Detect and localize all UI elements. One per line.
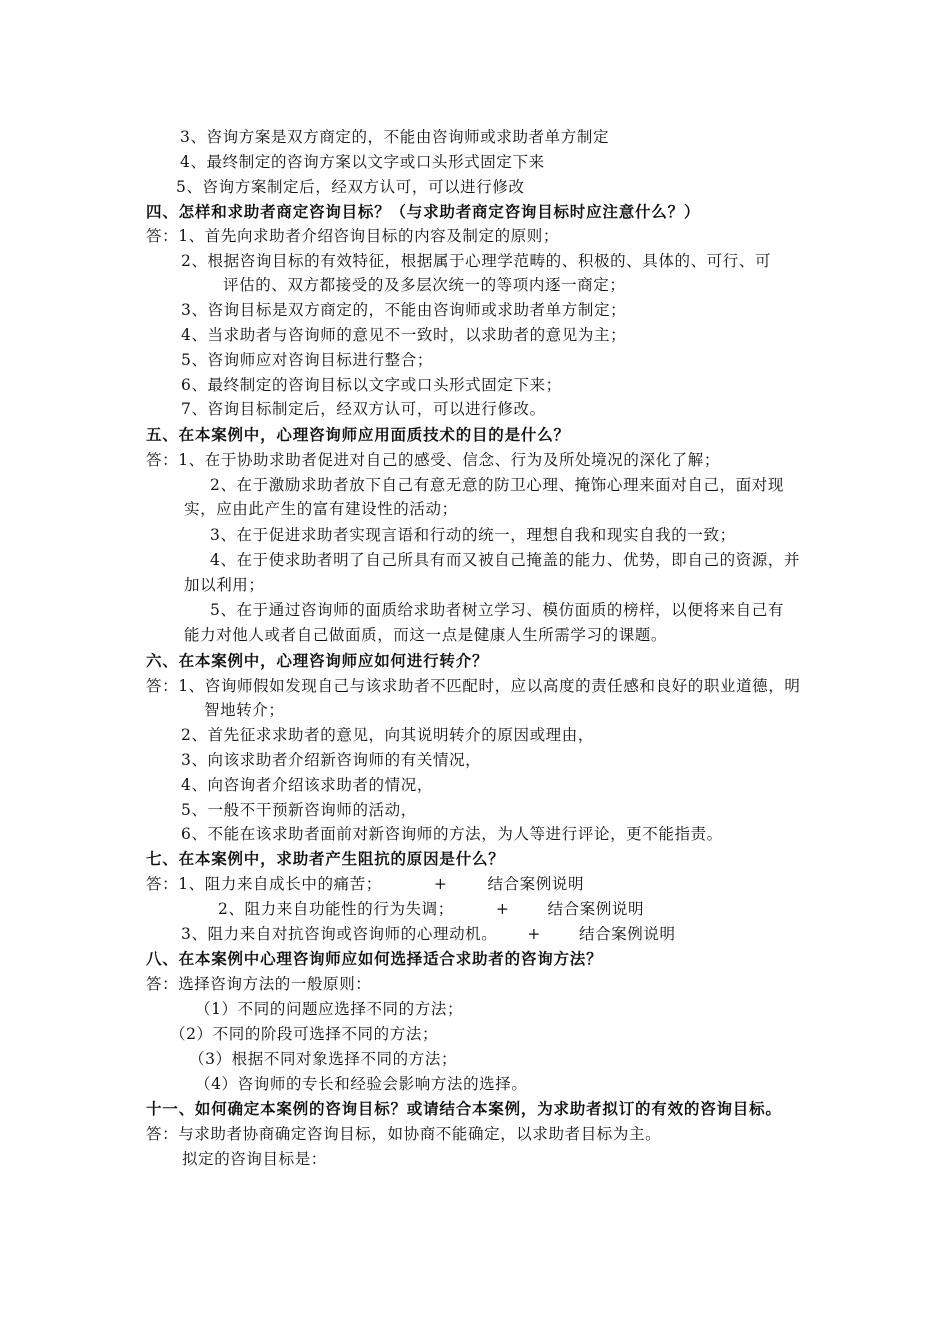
text-line: 5、咨询师应对咨询目标进行整合； xyxy=(181,351,433,369)
text-line: 答：1、在于协助求助者促进对自己的感受、信念、行为及所处境况的深化了解； xyxy=(146,451,720,469)
text-line: 5、一般不干预新咨询师的活动， xyxy=(181,801,417,819)
text-line: 4、最终制定的咨询方案以文字或口头形式固定下来 xyxy=(180,153,545,171)
text-line: 拟定的咨询目标是： xyxy=(182,1150,327,1168)
case-note: 结合案例说明 xyxy=(547,900,645,918)
text-line: 3、咨询目标是双方商定的，不能由咨询师或求助者单方制定； xyxy=(181,301,627,319)
section-heading: 六、在本案例中，心理咨询师应如何进行转介？ xyxy=(146,651,489,670)
text-line: 智地转介； xyxy=(204,701,285,719)
text-line: 答：与求助者协商确定咨询目标，如协商不能确定，以求助者目标为主。 xyxy=(146,1125,662,1143)
cause-item: 答：1、阻力来自成长中的痛苦； xyxy=(146,875,382,893)
text-line: 3、咨询方案是双方商定的，不能由咨询师或求助者单方制定 xyxy=(180,128,610,146)
plus-sign: + xyxy=(495,900,510,918)
text-line: 答：1、首先向求助者介绍咨询目标的内容及制定的原则； xyxy=(146,227,559,245)
text-line: 6、最终制定的咨询目标以文字或口头形式固定下来； xyxy=(181,376,562,394)
section-heading: 四、怎样和求助者商定咨询目标？（与求助者商定咨询目标时应注意什么？） xyxy=(146,202,701,221)
section-heading: 七、在本案例中，求助者产生阻抗的原因是什么？ xyxy=(146,849,505,868)
text-line: 7、咨询目标制定后，经双方认可，可以进行修改。 xyxy=(181,400,546,418)
text-line: 答：1、咨询师假如发现自己与该求助者不匹配时，应以高度的责任感和良好的职业道德，明 xyxy=(146,677,801,695)
text-line: 5、咨询方案制定后，经双方认可，可以进行修改 xyxy=(176,178,525,196)
text-line: （4）咨询师的专长和经验会影响方法的选择。 xyxy=(195,1075,528,1093)
section-heading: 五、在本案例中，心理咨询师应用面质技术的目的是什么？ xyxy=(146,425,570,444)
text-line: 3、向该求助者介绍新咨询师的有关情况， xyxy=(181,751,482,769)
plus-sign: + xyxy=(433,875,448,893)
text-line: 4、向咨询者介绍该求助者的情况， xyxy=(181,776,433,794)
text-line xyxy=(146,873,584,895)
plus-sign: + xyxy=(527,925,541,943)
text-line: （1）不同的问题应选择不同的方法； xyxy=(195,1000,464,1018)
text-line: 4、在于使求助者明了自己所具有而又被自己掩盖的能力、优势，即自己的资源，并 xyxy=(210,551,801,569)
section-heading: 十一、如何确定本案例的咨询目标？或请结合本案例，为求助者拟订的有效的咨询目标。 xyxy=(146,1099,782,1118)
text-line: 2、首先征求求助者的意见，向其说明转介的原因或理由， xyxy=(181,726,594,744)
cause-item: 2、阻力来自功能性的行为失调； xyxy=(218,900,454,918)
text-line: 2、在于激励求助者放下自己有意无意的防卫心理、掩饰心理来面对自己，面对现 xyxy=(210,476,784,494)
text-line: 4、当求助者与咨询师的意见不一致时，以求助者的意见为主； xyxy=(181,326,627,344)
cause-item: 3、阻力来自对抗咨询或咨询师的心理动机。 xyxy=(181,925,498,943)
text-line xyxy=(181,923,676,945)
text-line: 答：选择咨询方法的一般原则： xyxy=(146,975,372,993)
text-line: 2、根据咨询目标的有效特征，根据属于心理学范畴的、积极的、具体的、可行、可 xyxy=(181,252,772,270)
text-line: 评估的、双方都接受的及多层次统一的等项内逐一商定； xyxy=(223,276,626,294)
case-note: 结合案例说明 xyxy=(487,875,585,893)
section-heading: 八、在本案例中心理咨询师应如何选择适合求助者的咨询方法？ xyxy=(146,949,603,968)
case-note: 结合案例说明 xyxy=(578,925,676,943)
text-line: 加以利用； xyxy=(184,576,265,594)
text-line: 6、不能在该求助者面前对新咨询师的方法，为人等进行评论，更不能指责。 xyxy=(181,825,723,843)
text-line: 5、在于通过咨询师的面质给求助者树立学习、模仿面质的榜样，以便将来自己有 xyxy=(210,601,784,619)
text-line: （3）根据不同对象选择不同的方法； xyxy=(189,1050,458,1068)
text-line: 能力对他人或者自己做面质，而这一点是健康人生所需学习的课题。 xyxy=(184,626,668,644)
text-line xyxy=(218,898,644,920)
text-line: （2）不同的阶段可选择不同的方法； xyxy=(170,1025,439,1043)
text-line: 实，应由此产生的富有建设性的活动； xyxy=(184,500,458,518)
text-line: 3、在于促进求助者实现言语和行动的统一，理想自我和现实自我的一致； xyxy=(210,526,736,544)
